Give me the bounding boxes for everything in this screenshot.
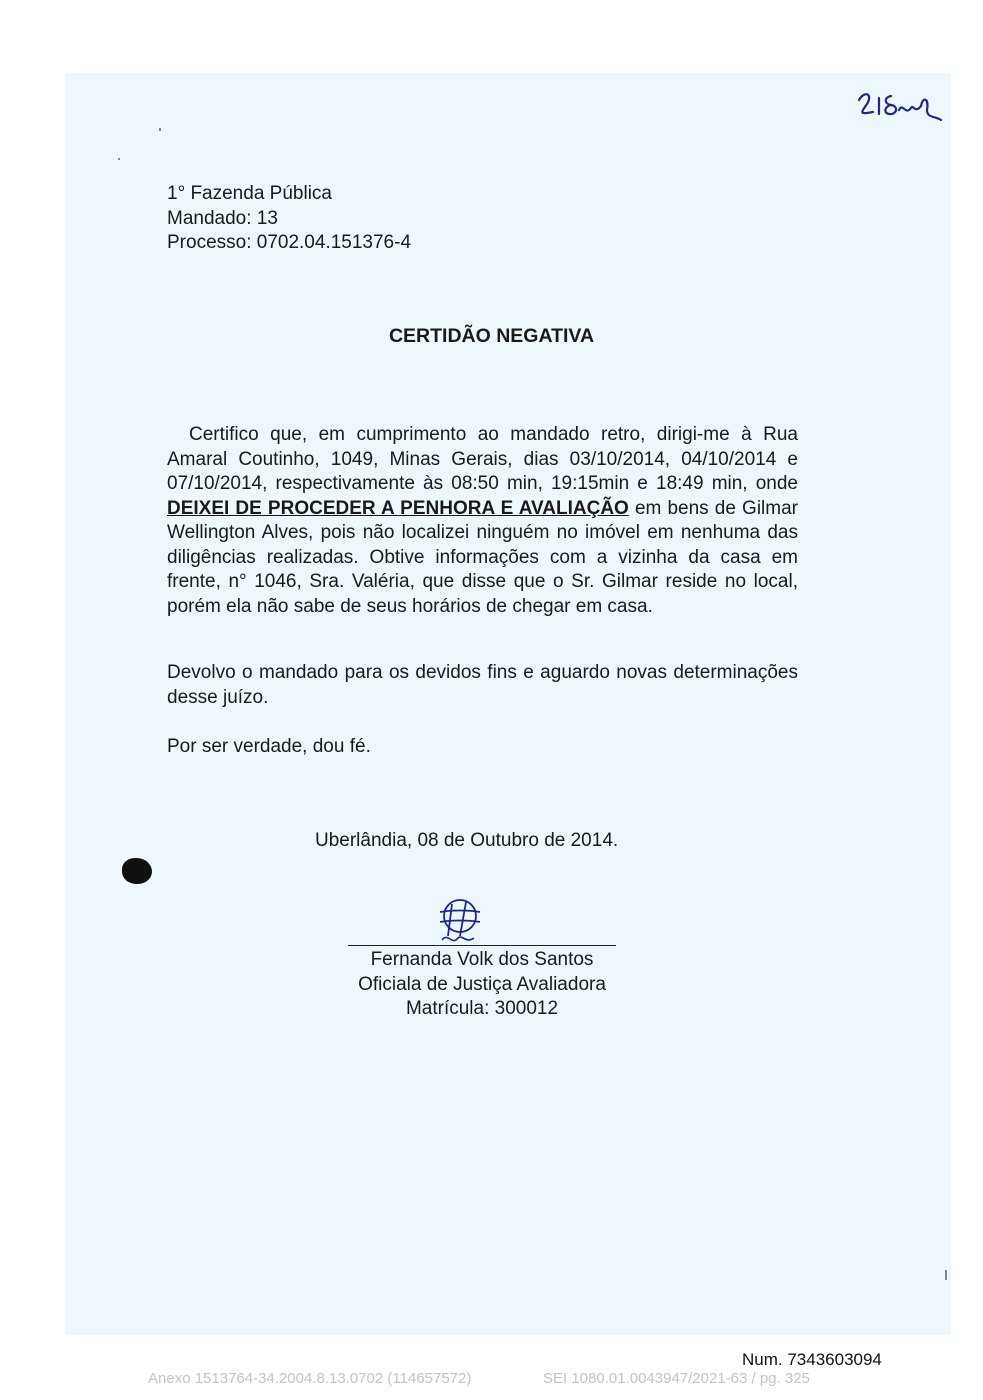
annex-reference: Anexo 1513764-34.2004.8.13.0702 (114657572) <box>148 1370 472 1387</box>
ink-blot <box>122 858 152 884</box>
sei-reference: SEI 1080.01.0043947/2021-63 / pg. 325 <box>543 1370 810 1387</box>
signer-role: Oficiala de Justiça Avaliadora <box>358 973 606 995</box>
certification-emphasis: DEIXEI DE PROCEDER A PENHORA E AVALIAÇÃO <box>167 497 629 519</box>
return-paragraph: Devolvo o mandado para os devidos fins e aguardo novas determinações desse juízo. <box>167 662 798 708</box>
certification-text-start: Certifico que, em cumprimento ao mandado retro, dirigi-me à Rua Amaral Coutinho, 1049, Minas Gerais, dias 03/10/2014, 04/10/2014 e 07/10/2014, respectivamente às 08:50 min, 19:15min e 18:49 min, onde <box>167 424 798 494</box>
document-title-text: CERTIDÃO NEGATIVA <box>388 325 595 347</box>
scan-speck <box>159 128 161 131</box>
signature-line <box>348 945 616 946</box>
court-label: 1° Fazenda Pública <box>167 183 332 204</box>
signer-registration: Matrícula: 300012 <box>405 998 559 1019</box>
document-number: Num. 7343603094 <box>742 1350 882 1369</box>
attestation-paragraph: Por ser verdade, dou fé. <box>167 736 371 757</box>
certification-paragraph <box>167 423 798 619</box>
processo-label: Processo: 0702.04.151376-4 <box>167 232 412 253</box>
handwritten-page-number <box>855 88 945 128</box>
scan-speck <box>118 158 120 160</box>
mandado-label: Mandado: 13 <box>167 207 278 229</box>
document-title <box>0 325 983 348</box>
case-header <box>167 182 411 256</box>
scan-speck <box>945 1270 947 1280</box>
signer-name: Fernanda Volk dos Santos <box>370 949 594 970</box>
handwritten-signature <box>430 896 490 948</box>
certification-text-end: em bens de Gilmar Wellington Alves, pois não localizei ninguém no imóvel em nenhuma das diligências realizadas. Obtive informações com a vizinha da casa em frente, n° 1046, Sra. Valéria, que disse que o Sr. Gilmar reside no local, porém ela não sabe de seus horários de chegar em casa. <box>167 497 798 617</box>
signer-block <box>300 948 664 1022</box>
place-and-date: Uberlândia, 08 de Outubro de 2014. <box>315 830 619 851</box>
